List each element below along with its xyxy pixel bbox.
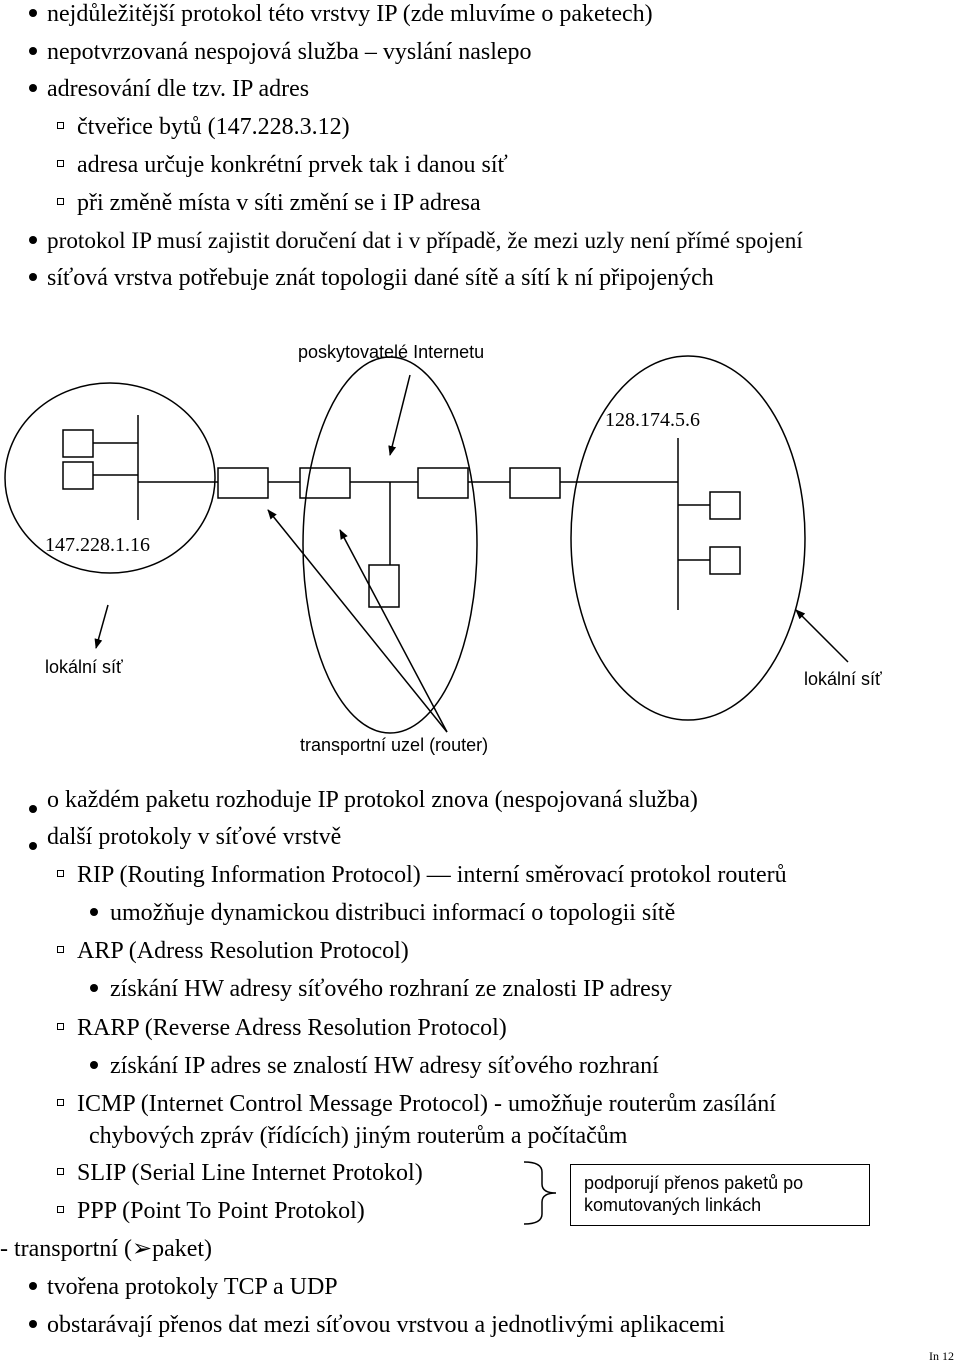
square-bullet-icon: [57, 1206, 64, 1213]
square-bullet-icon: [57, 1023, 64, 1030]
list-item: získání IP adres se znalostí HW adresy síťového rozhraní: [110, 1053, 659, 1079]
list-item: ARP (Adress Resolution Protocol): [77, 938, 409, 964]
transport-heading: [0, 1235, 212, 1263]
bullet-icon: [29, 1320, 37, 1328]
host-box: [710, 492, 740, 519]
list-item: RARP (Reverse Adress Resolution Protocol): [77, 1015, 507, 1041]
arrow-icon: ➢: [131, 1236, 153, 1262]
list-item: o každém paketu rozhoduje IP protokol znova (nespojovaná služba): [47, 787, 698, 813]
router-box: [510, 468, 560, 498]
note-line: komutovaných linkách: [584, 1195, 762, 1215]
list-item: SLIP (Serial Line Internet Protokol): [77, 1160, 423, 1186]
transport-heading-prefix: - transportní (: [0, 1236, 132, 1262]
list-item-continuation: chybových zpráv (řídících) jiným routerům a počítačům: [89, 1123, 628, 1149]
bullet-icon: [90, 908, 98, 916]
list-item: nejdůležitější protokol této vrstvy IP (zde mluvíme o paketech): [47, 1, 653, 27]
square-bullet-icon: [57, 870, 64, 877]
note-line: podporují přenos paketů po: [584, 1173, 804, 1193]
bullet-icon: [90, 984, 98, 992]
list-item: protokol IP musí zajistit doručení dat i v případě, že mezi uzly není přímé spojení: [47, 228, 803, 254]
host-box: [63, 462, 93, 489]
list-item: síťová vrstva potřebuje znát topologii dané sítě a sítí k ní připojených: [47, 265, 714, 291]
protocols-note-box: [570, 1164, 870, 1226]
local-network-label-left: lokální síť: [45, 657, 123, 677]
local-network-label-right: lokální síť: [804, 669, 882, 689]
list-item: PPP (Point To Point Protokol): [77, 1198, 365, 1224]
list-item: tvořena protokoly TCP a UDP: [47, 1274, 338, 1300]
bullet-icon: [29, 1282, 37, 1290]
bullet-icon: [29, 805, 37, 813]
list-item: získání HW adresy síťového rozhraní ze znalosti IP adresy: [110, 976, 673, 1002]
square-bullet-icon: [57, 1168, 64, 1175]
square-bullet-icon: [57, 1099, 64, 1106]
bullet-icon: [90, 1061, 98, 1069]
list-item: čtveřice bytů (147.228.3.12): [77, 114, 350, 140]
list-item: obstarávají přenos dat mezi síťovou vrstvou a jednotlivými aplikacemi: [47, 1312, 726, 1338]
router-label: transportní uzel (router): [300, 735, 489, 755]
square-bullet-icon: [57, 946, 64, 953]
host-box: [63, 430, 93, 457]
router-box: [369, 565, 399, 607]
list-item: nepotvrzovaná nespojová služba – vyslání naslepo: [47, 39, 532, 65]
router-box: [218, 468, 268, 498]
list-item: další protokoly v síťové vrstvě: [47, 824, 342, 850]
list-item: při změně místa v síti změní se i IP adresa: [77, 190, 481, 216]
ip-address-left: 147.228.1.16: [45, 534, 150, 556]
router-box: [418, 468, 468, 498]
transport-heading-suffix: paket): [152, 1236, 213, 1262]
list-item: umožňuje dynamickou distribuci informací o topologii sítě: [110, 900, 676, 926]
bullet-icon: [29, 842, 37, 850]
page-number: In 12: [929, 1349, 954, 1363]
ip-address-right: 128.174.5.6: [605, 409, 700, 431]
list-item: ICMP (Internet Control Message Protocol) - umožňuje routerům zasílání: [77, 1091, 776, 1117]
list-item: adresa určuje konkrétní prvek tak i danou síť: [77, 152, 508, 178]
providers-label: poskytovatelé Internetu: [298, 342, 485, 362]
host-box: [710, 547, 740, 574]
list-item: adresování dle tzv. IP adres: [47, 76, 310, 102]
list-item: RIP (Routing Information Protocol) — interní směrovací protokol routerů: [77, 862, 787, 888]
